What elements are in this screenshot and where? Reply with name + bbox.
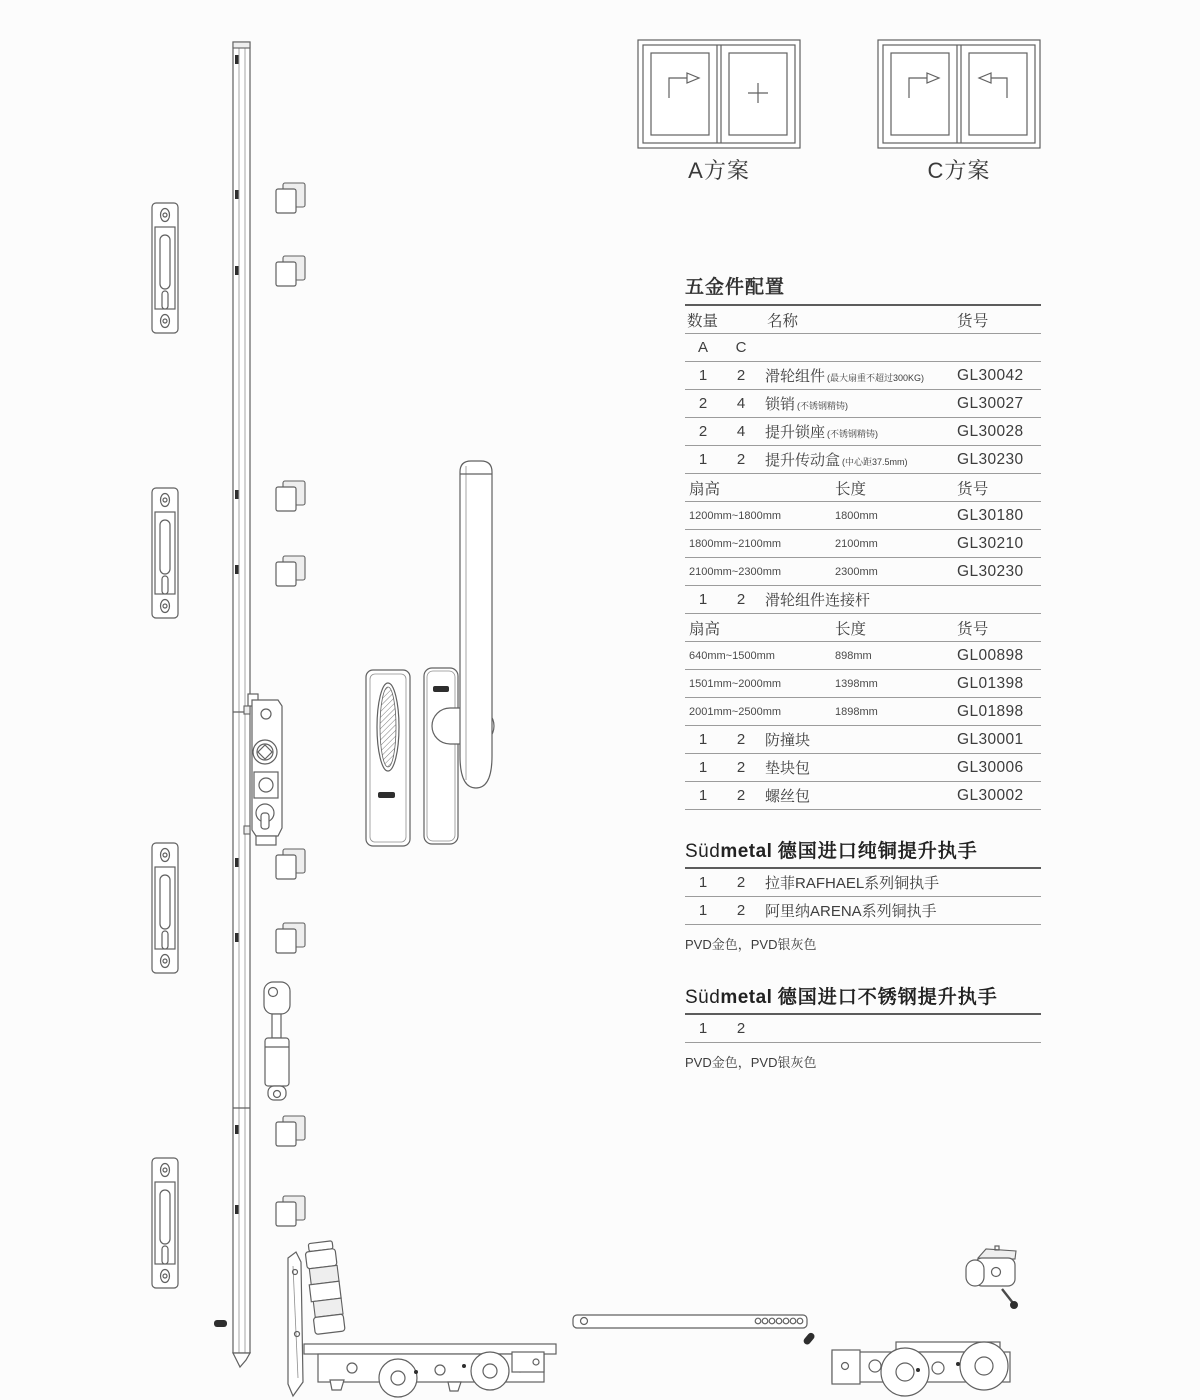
connector-rod-drawing	[573, 1315, 807, 1328]
item-name: 提升传动盒	[765, 452, 841, 469]
bumper-block-drawing	[966, 1246, 1018, 1309]
sash-height-range: 2001mm~2500mm	[689, 705, 782, 718]
qty-a: 2	[698, 395, 708, 412]
brand-name: Süd	[685, 987, 721, 1008]
size-header-row	[685, 614, 1041, 642]
code-header: 货号	[957, 480, 989, 498]
sash-height-header: 扇高	[689, 480, 721, 498]
qty-c: 2	[736, 451, 746, 468]
qty-a: 1	[698, 731, 708, 748]
qty-c: 4	[736, 395, 746, 412]
pull-plate-drawing	[366, 670, 410, 846]
finish-options: PVD金色，PVD银灰色	[685, 1055, 817, 1070]
item-code: GL30180	[957, 506, 1024, 524]
variant-a: A	[697, 339, 708, 356]
brand-name: Süd	[685, 841, 721, 862]
table-row	[685, 897, 1041, 925]
table-row	[685, 446, 1041, 474]
sash-height-range: 1501mm~2000mm	[689, 677, 782, 690]
variant-header-row	[685, 334, 1041, 362]
length-value: 1398mm	[835, 677, 878, 690]
item-code: GL30028	[957, 422, 1024, 440]
qty-a: 1	[698, 874, 708, 891]
table-row	[685, 726, 1041, 754]
qty-c: 2	[736, 367, 746, 384]
corner-drive-drawing	[288, 1241, 556, 1397]
item-code: GL30006	[957, 758, 1024, 776]
sash-height-range: 1800mm~2100mm	[689, 537, 782, 550]
item-name: 提升锁座	[765, 424, 826, 441]
table-row	[685, 362, 1041, 390]
item-name: 拉菲RAFHAEL系列铜执手	[765, 875, 940, 892]
roller-assembly-drawing	[832, 1342, 1010, 1396]
size-header-row	[685, 474, 1041, 502]
plan-a-label: A方案	[688, 158, 750, 183]
qty-c: 2	[736, 759, 746, 776]
table-row	[685, 586, 1041, 614]
table-row	[685, 869, 1041, 897]
size-row	[685, 642, 1041, 670]
qty-c: 2	[736, 787, 746, 804]
table-row	[685, 782, 1041, 810]
table-row	[685, 754, 1041, 782]
code-header: 货号	[957, 620, 989, 638]
plan-c-label: C方案	[927, 158, 991, 183]
qty-a: 1	[698, 367, 708, 384]
item-note: (最大扇重不超过300KG)	[827, 373, 925, 383]
table-row	[685, 1015, 1041, 1043]
rod-pin	[802, 1331, 816, 1345]
item-name: 垫块包	[765, 760, 811, 777]
qty-a: 1	[698, 1020, 708, 1037]
lift-handle-drawing	[424, 461, 494, 844]
item-name: 防撞块	[765, 732, 811, 749]
item-name: 锁销	[765, 396, 796, 413]
qty-a: 1	[698, 759, 708, 776]
item-name: 滑轮组件	[765, 368, 826, 385]
length-value: 2100mm	[835, 537, 878, 550]
item-code: GL30002	[957, 786, 1024, 804]
table-header-row	[685, 306, 1041, 334]
item-code: GL30230	[957, 450, 1024, 468]
item-note: (不锈钢精铸)	[797, 401, 849, 411]
item-code: GL30042	[957, 366, 1024, 384]
item-code: GL01898	[957, 702, 1024, 720]
item-name: 螺丝包	[765, 788, 811, 805]
length-value: 898mm	[835, 649, 872, 662]
size-row	[685, 698, 1041, 726]
steel-section-title: Südmetal 德国进口不锈钢提升执手	[685, 982, 1041, 1015]
item-note: (不锈钢精铸)	[827, 429, 879, 439]
size-row	[685, 502, 1041, 530]
qty-c: 2	[736, 1020, 746, 1037]
qty-c: 4	[736, 423, 746, 440]
sash-height-range: 2100mm~2300mm	[689, 565, 782, 578]
finish-options: PVD金色，PVD银灰色	[685, 937, 817, 952]
plan-a-diagram	[638, 40, 800, 148]
sash-height-header: 扇高	[689, 620, 721, 638]
brass-section-title: Südmetal 德国进口纯铜提升执手	[685, 836, 1041, 869]
table-row	[685, 418, 1041, 446]
qty-header: 数量	[687, 312, 719, 330]
telescopic-pin-drawing	[264, 982, 290, 1100]
qty-a: 2	[698, 423, 708, 440]
item-code: GL30210	[957, 534, 1024, 552]
qty-c: 2	[736, 874, 746, 891]
rail-screw	[214, 1320, 227, 1327]
length-value: 1800mm	[835, 509, 878, 522]
item-code: GL30027	[957, 394, 1024, 412]
item-name: 滑轮组件连接杆	[765, 592, 871, 609]
plan-c-diagram	[878, 40, 1040, 148]
qty-a: 1	[698, 451, 708, 468]
steel-handles-section	[685, 982, 1041, 1071]
qty-c: 2	[736, 902, 746, 919]
table-title: 五金件配置	[685, 272, 1041, 306]
item-name: 阿里纳ARENA系列铜执手	[765, 903, 937, 920]
variant-c: C	[735, 339, 747, 356]
item-code: GL00898	[957, 646, 1024, 664]
item-note: (中心距37.5mm)	[842, 457, 908, 467]
qty-a: 1	[698, 591, 708, 608]
size-row	[685, 670, 1041, 698]
name-header: 名称	[767, 312, 799, 330]
lift-keeper-plates	[152, 203, 178, 1288]
qty-a: 1	[698, 902, 708, 919]
length-value: 2300mm	[835, 565, 878, 578]
qty-a: 1	[698, 787, 708, 804]
brass-handles-section	[685, 836, 1041, 953]
sash-height-range: 1200mm~1800mm	[689, 509, 782, 522]
qty-c: 2	[736, 591, 746, 608]
item-code: GL30001	[957, 730, 1024, 748]
qty-c: 2	[736, 731, 746, 748]
sash-height-range: 640mm~1500mm	[689, 649, 775, 662]
length-header: 长度	[835, 620, 867, 638]
code-header: 货号	[957, 312, 989, 330]
size-row	[685, 530, 1041, 558]
table-row	[685, 390, 1041, 418]
hardware-config-table	[685, 272, 1041, 810]
size-row	[685, 558, 1041, 586]
item-code: GL30230	[957, 562, 1024, 580]
length-header: 长度	[835, 480, 867, 498]
length-value: 1898mm	[835, 705, 878, 718]
item-code: GL01398	[957, 674, 1024, 692]
